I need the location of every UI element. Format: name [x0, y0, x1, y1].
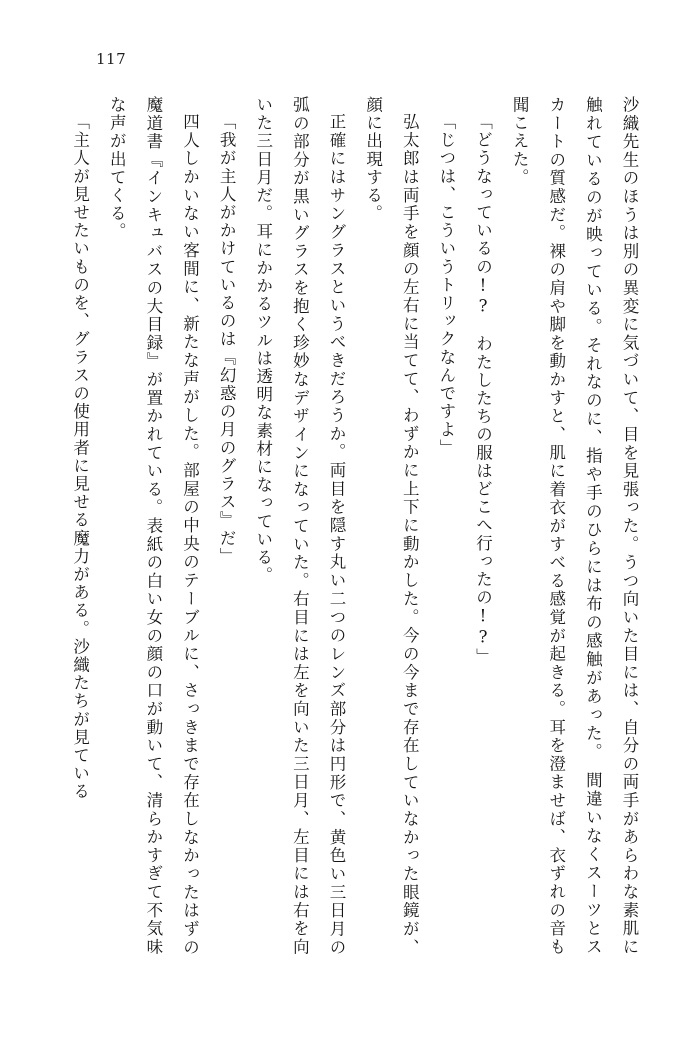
paragraph: 正確にはサングラスというべきだろうか。両目を隠す丸い二つのレンズ部分は円形で、黄色い三日月の弧の部分が黒いグラスを抱く珍妙なデザインになっていた。右目には左を向いた三日月、左目には右を向いた三日月だ。耳にかかるツルは透明な素材になっている。: [253, 96, 346, 956]
paragraph: 沙織先生のほうは別の異変に気づいて、目を見張った。うつ向いた目には、自分の両手があらわな素肌に触れているのが映っている。それなのに、指や手のひらには布の感触があった。 間違いなくスーツとスカートの質感だ。裸の肩や脚を動かすと、肌に着衣がすべる感覚が起きる。耳を澄ませば、衣ずれの音も聞こえた。: [510, 96, 639, 956]
paragraph: 「主人が見せたいものを、グラスの使用者に見せる魔力がある。沙織たちが見ている: [70, 112, 90, 801]
paragraph: 四人しかいない客間に、新たな声がした。部屋の中央のテーブルに、さっきまで存在しなかったはずの魔道書『インキュバスの大目録』が置かれている。表紙の白い女の顔の口が動いて、清らかすぎて不気味な声が出てくる。: [107, 96, 200, 956]
paragraph: 「我が主人がかけているのは『幻惑の月のグラス』だ」: [217, 112, 237, 565]
paragraph: 「じつは、こういうトリックなんですよ」: [436, 112, 456, 457]
page-body-text: [54, 96, 647, 956]
paragraph: 「どうなっているの!? わたしたちの服はどこへ行ったの!?」: [473, 112, 493, 666]
page-number: 117: [96, 50, 127, 68]
paragraph: 弘太郎は両手を顔の左右に当てて、わずかに上下に動かした。今の今まで存在していなかった眼鏡が、顔に出現する。: [363, 96, 420, 956]
